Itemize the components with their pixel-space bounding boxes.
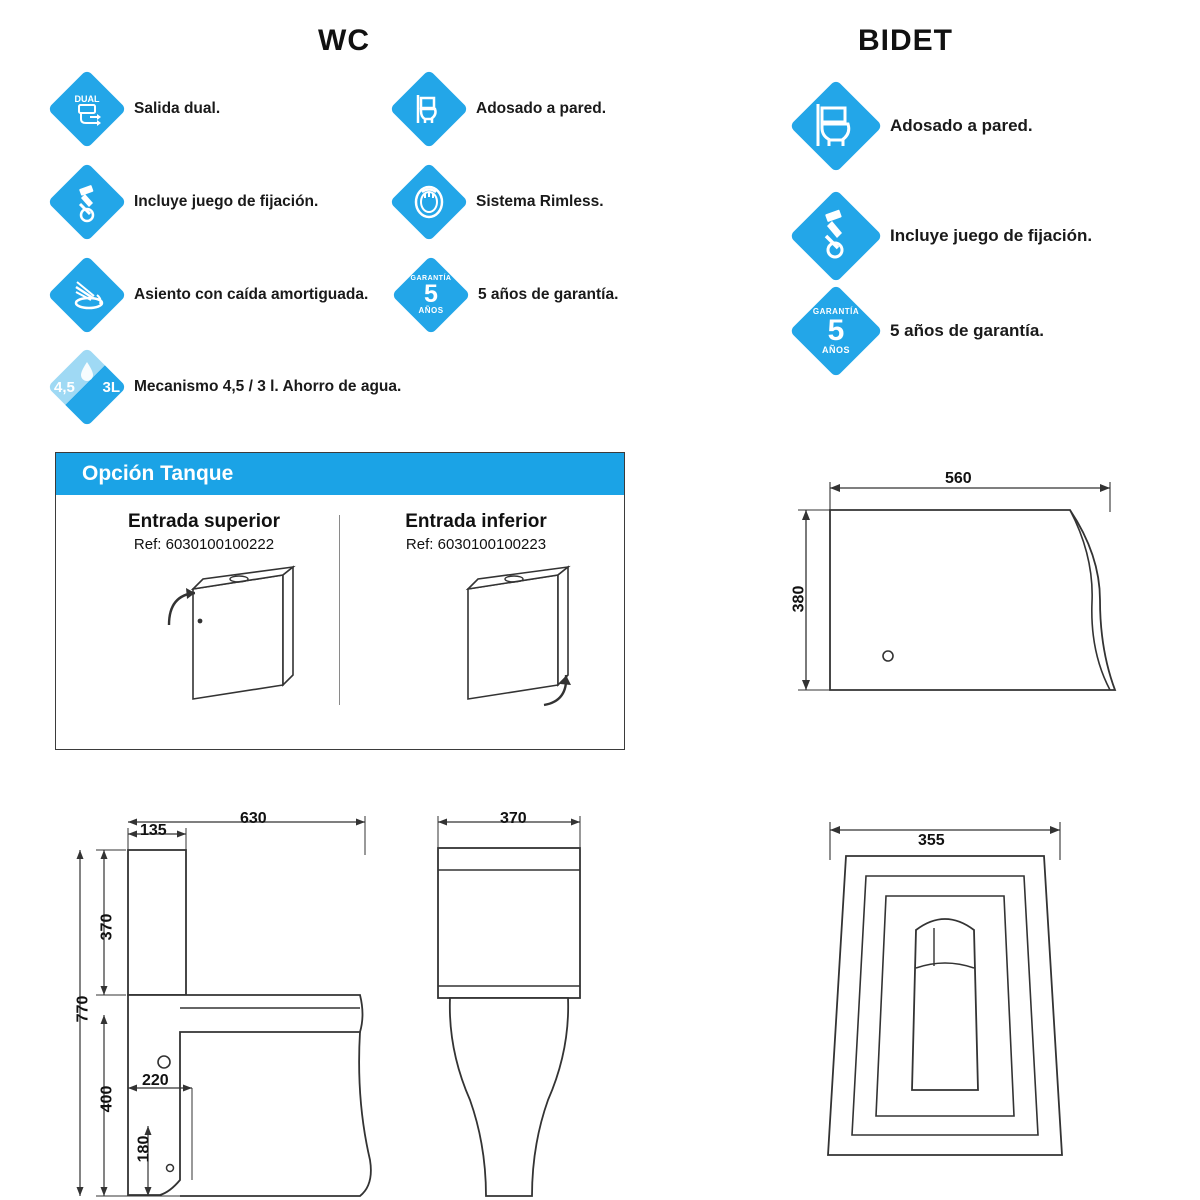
feature-label: Incluye juego de fijación. xyxy=(134,193,319,210)
feature-label: Salida dual. xyxy=(134,100,221,117)
water-saving-icon xyxy=(48,348,126,426)
warranty-bottom-label: AÑOS xyxy=(821,344,850,355)
dim-wc-total-height: 770 xyxy=(74,995,92,1023)
feature-garantia-wc xyxy=(392,256,618,334)
dim-bidet-width-front: 355 xyxy=(918,832,945,849)
dim-wc-outlet-height: 180 xyxy=(135,1135,153,1163)
warranty-icon xyxy=(790,285,882,377)
tank-option-ref: Ref: 6030100100223 xyxy=(405,536,547,553)
dim-wc-bowl-height: 400 xyxy=(98,1085,116,1113)
feature-rimless xyxy=(390,163,604,241)
tank-option-superior xyxy=(84,511,324,553)
warranty-icon xyxy=(392,256,470,334)
wall-mounted-bidet-icon xyxy=(790,80,882,172)
fixing-kit-icon xyxy=(790,190,882,282)
dim-bidet-width: 560 xyxy=(945,470,972,487)
feature-label: Asiento con caída amortiguada. xyxy=(134,286,369,303)
cistern-top-inlet-drawing xyxy=(151,565,351,710)
warranty-top-label: GARANTÍA xyxy=(410,275,452,282)
feature-label: 5 años de garantía. xyxy=(890,321,1044,340)
feature-label: Mecanismo 4,5 / 3 l. Ahorro de agua. xyxy=(134,378,402,395)
water-left-value: 4,5 xyxy=(54,379,75,396)
feature-adosado-pared xyxy=(390,70,606,148)
wc-section-title: WC xyxy=(318,24,370,57)
warranty-bottom-label: AÑOS xyxy=(418,306,444,315)
fixing-kit-icon xyxy=(48,163,126,241)
soft-close-seat-icon xyxy=(48,256,126,334)
tank-option-panel xyxy=(55,452,625,750)
feature-juego-fijacion xyxy=(48,163,318,241)
tank-panel-title: Opción Tanque xyxy=(56,453,624,495)
rimless-icon xyxy=(390,163,468,241)
dim-bidet-height: 380 xyxy=(790,585,808,613)
water-right-value: 3L xyxy=(102,379,120,396)
tank-option-title: Entrada inferior xyxy=(405,511,547,532)
dual-outlet-icon xyxy=(48,70,126,148)
warranty-number: 5 xyxy=(827,313,845,347)
tank-option-title: Entrada superior xyxy=(127,511,281,532)
feature-label: Adosado a pared. xyxy=(476,100,607,117)
feature-label: Adosado a pared. xyxy=(890,116,1033,135)
feature-caida-amortiguada xyxy=(48,256,368,334)
svg-text:DUAL: DUAL xyxy=(74,94,100,104)
dim-wc-outlet-offset: 220 xyxy=(142,1072,169,1089)
feature-label: Incluye juego de fijación. xyxy=(890,226,1093,245)
wall-mounted-toilet-icon xyxy=(390,70,468,148)
dim-wc-width: 370 xyxy=(500,810,527,827)
dim-wc-length: 630 xyxy=(240,810,267,827)
feature-label: 5 años de garantía. xyxy=(478,286,619,303)
feature-ahorro-agua xyxy=(48,348,401,426)
wc-side-view xyxy=(60,800,460,1200)
feature-bidet-adosado-pared xyxy=(790,80,1033,172)
tank-option-ref: Ref: 6030100100222 xyxy=(133,536,275,553)
feature-bidet-garantia xyxy=(790,285,1044,377)
wc-front-view xyxy=(420,800,680,1200)
bidet-front-view xyxy=(800,800,1120,1180)
dim-wc-cistern-height: 370 xyxy=(98,913,116,941)
warranty-top-label: GARANTÍA xyxy=(812,306,860,316)
cistern-bottom-inlet-drawing xyxy=(426,565,626,710)
feature-salida-dual xyxy=(48,70,220,148)
feature-label: Sistema Rimless. xyxy=(476,193,604,210)
warranty-number: 5 xyxy=(424,280,438,308)
dim-wc-cistern-depth: 135 xyxy=(140,822,167,839)
bidet-side-view xyxy=(770,460,1170,730)
tank-option-inferior xyxy=(356,511,596,553)
feature-bidet-juego-fijacion xyxy=(790,190,1092,282)
bidet-section-title: BIDET xyxy=(858,24,953,57)
